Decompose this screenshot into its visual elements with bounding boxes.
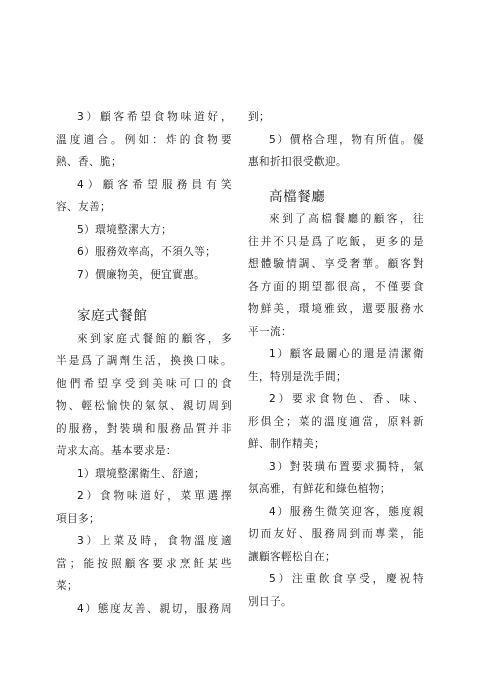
text-line: 熱、香、脆；: [56, 156, 122, 168]
text-line: 物鮮美，環境雅致，還要服務水: [248, 303, 424, 315]
text-line: 苛求太高。基本要求是：: [56, 445, 177, 457]
text-line: 的服務，對裝璜和服務品質并非: [56, 422, 232, 435]
text-line: 形俱全；菜的溫度適當，原料新: [248, 415, 424, 428]
left-column: [56, 106, 232, 620]
text-line: 2）食物味道好，菜單選擇: [77, 490, 232, 502]
text-line: 5）注重飲食享受，慶祝特: [269, 573, 424, 585]
left-paragraph-group-1: [56, 106, 232, 286]
text-line: 往并不只是爲了吃飯，更多的是: [248, 235, 424, 248]
text-line: 容、友善；: [56, 201, 111, 213]
right-paragraph-group-1: [248, 106, 424, 174]
text-line: 1）顧客最關心的還是清潔衛: [269, 348, 424, 360]
right-column: [248, 106, 424, 613]
text-line: 半是爲了調劑生活，換換口味。: [56, 355, 232, 367]
right-paragraph-group-2: [248, 208, 424, 613]
text-line: 鮮、制作精美；: [248, 438, 325, 450]
text-line: 2）要求食物色、香、味、: [269, 393, 424, 405]
text-line: 來到家庭式餐館的顧客，多: [77, 332, 232, 345]
text-line: 來到了高檔餐廳的顧客，往: [269, 213, 424, 225]
left-paragraph-group-2: [56, 328, 232, 621]
text-line: 3）顧客希望食物味道好，: [77, 111, 232, 123]
text-line: 氛高雅，有鮮花和綠色植物；: [248, 483, 391, 495]
text-line: 平一流：: [248, 325, 292, 338]
text-line: 3）上菜及時，食物溫度適: [77, 535, 232, 547]
text-line: 6）服務效率高，不須久等；: [77, 246, 217, 258]
section-heading-family-restaurant: 家庭式餐館: [77, 308, 148, 324]
section-heading-fine-dining: 高檔餐廳: [269, 188, 326, 205]
text-line: 菜；: [56, 580, 78, 592]
text-line: 想體驗情調、享受奢華。顧客對: [248, 258, 424, 270]
text-line: 各方面的期望都很高，不僅要食: [248, 280, 424, 293]
text-line: 當；能按照顧客要求烹飪某些: [56, 557, 232, 570]
text-line: 4）服務生微笑迎客，態度親: [269, 505, 424, 518]
text-line: 4）態度友善、親切，服務周: [77, 602, 232, 615]
text-line: 3）對裝璜布置要求獨特，氣: [269, 460, 424, 473]
text-line: 5）價格合理，物有所值。優: [269, 133, 424, 146]
text-line: 到；: [248, 111, 270, 123]
text-line: 項目多；: [56, 512, 100, 525]
text-line: 讓顧客輕松自在；: [248, 550, 336, 563]
text-line: 1）環境整潔衛生、舒適；: [77, 467, 206, 480]
text-line: 惠和折扣很受歡迎。: [248, 156, 347, 168]
text-line: 物、輕松愉快的氣氛、親切周到: [56, 400, 232, 412]
text-line: 7）價廉物美，便宜實惠。: [77, 268, 206, 281]
text-line: 5）環境整潔大方；: [77, 223, 173, 236]
text-line: 別日子。: [248, 595, 292, 608]
text-line: 他們希望享受到美味可口的食: [56, 377, 232, 390]
text-line: 切而友好、服務周到而專業，能: [248, 528, 424, 540]
text-line: 4）顧客希望服務員有笑: [77, 178, 232, 191]
text-line: 生，特別是洗手間；: [248, 370, 347, 383]
text-line: 溫度適合。例如：炸的食物要: [56, 133, 232, 146]
